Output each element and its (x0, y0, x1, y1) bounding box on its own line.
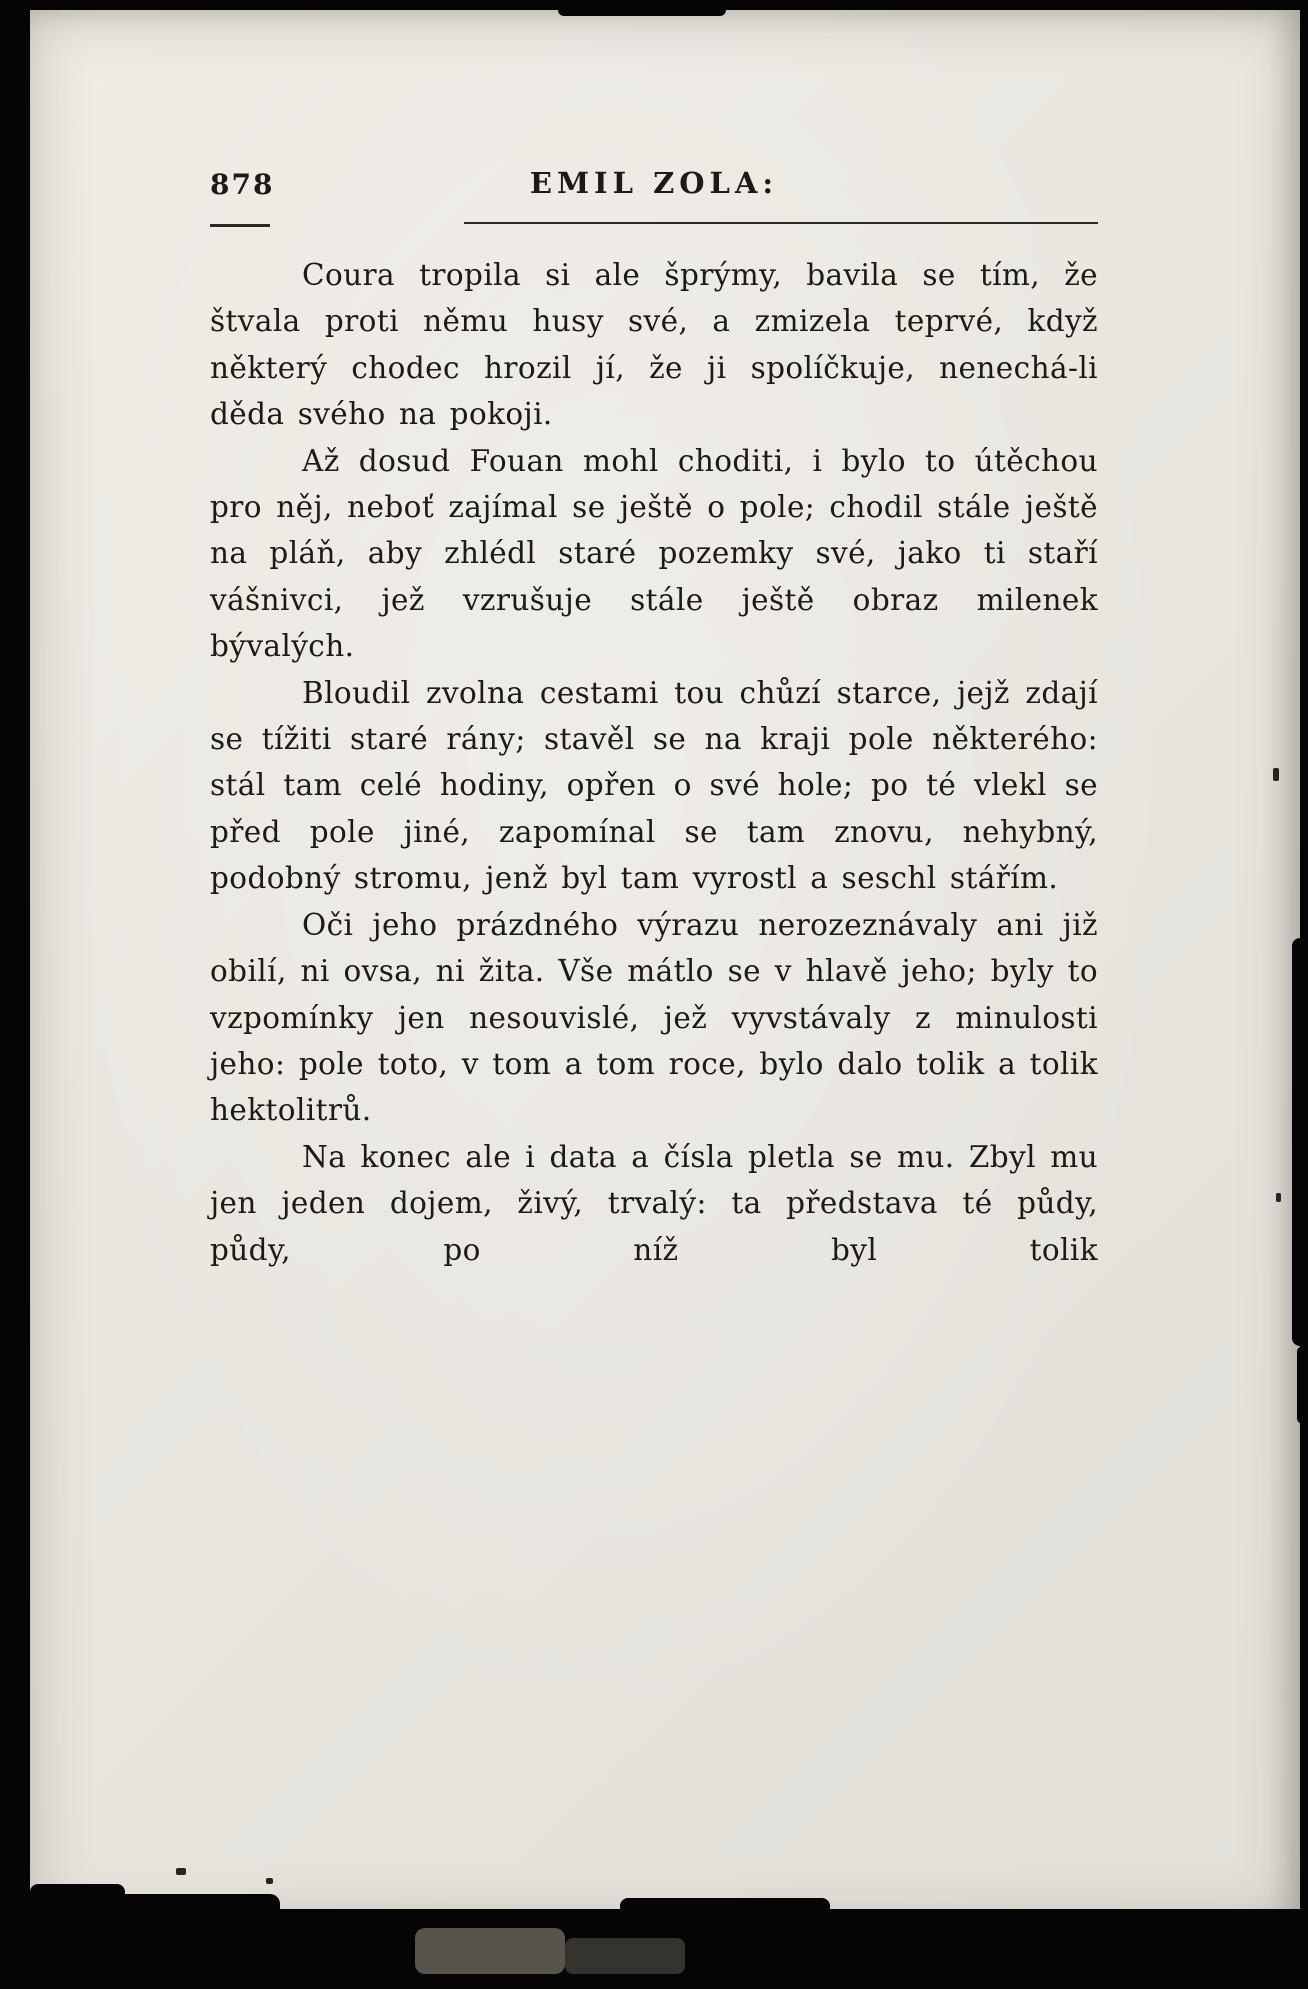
scan-speck (266, 1878, 273, 1884)
scan-artifact-bottom (415, 1928, 565, 1974)
scan-speck (1276, 1193, 1281, 1202)
page-number: 878 (210, 168, 275, 201)
header-rule-long (464, 222, 1098, 224)
scan-artifact-bottom (620, 1898, 830, 1914)
paragraph-2: Až dosud Fouan mohl choditi, i bylo to útěchou pro něj, neboť zajímal se ještě o pole; chodil stále ještě na pláň, aby zhlédl staré pozemky své, jako ti staří vášnivci, jež vzrušuje stále ještě obraz milenek bývalých. (210, 443, 1098, 664)
paragraph-5: Na konec ale i data a čísla pletla se mu. Zbyl mu jen jeden dojem, živý, trvalý: ta představa té půdy, půdy, po níž byl tolik (210, 1139, 1098, 1267)
scan-artifact-bottom (110, 1894, 280, 1916)
scan-artifact-bottom (30, 1884, 125, 1914)
scan-edge-left (0, 0, 30, 1989)
scan-artifact-top (558, 0, 726, 16)
scan-artifact-right (1297, 1346, 1308, 1424)
paragraph-1: Coura tropila si ale šprýmy, bavila se tím, že štvala proti němu husy své, a zmizela teprvé, když některý chodec hrozil jí, že ji spolíčkuje, nenechá-li děda svého na pokoji. (210, 258, 1098, 432)
header-rule-short (210, 224, 270, 227)
scan-speck (1273, 768, 1279, 781)
paper-sheet (30, 10, 1301, 1927)
scan-artifact-right (1292, 938, 1308, 1346)
scan-artifact-bottom (565, 1938, 685, 1974)
scan-speck (176, 1868, 186, 1875)
paragraph-3: Bloudil zvolna cestami tou chůzí starce, jejž zdají se tížiti staré rány; stavěl se na kraji pole některého: stál tam celé hodiny, opřen o své hole; po té vlekl se před pole jiné, zapomínal se tam znovu, nehybný, podobný stromu, jenž byl tam vyrostl a seschl stářím. (210, 675, 1098, 896)
paragraph-4: Oči jeho prázdného výrazu nerozeznávaly ani již obilí, ni ovsa, ni žita. Vše mátlo se v hlavě jeho; byly to vzpomínky jen nesouvislé, jež vyvstávaly z minulosti jeho: pole toto, v tom a tom roce, bylo dalo tolik a tolik hektolitrů. (210, 907, 1098, 1128)
body-text (210, 252, 1098, 1273)
scan-artifact-top (738, 0, 810, 10)
running-header-title: EMIL ZOLA: (529, 166, 779, 200)
